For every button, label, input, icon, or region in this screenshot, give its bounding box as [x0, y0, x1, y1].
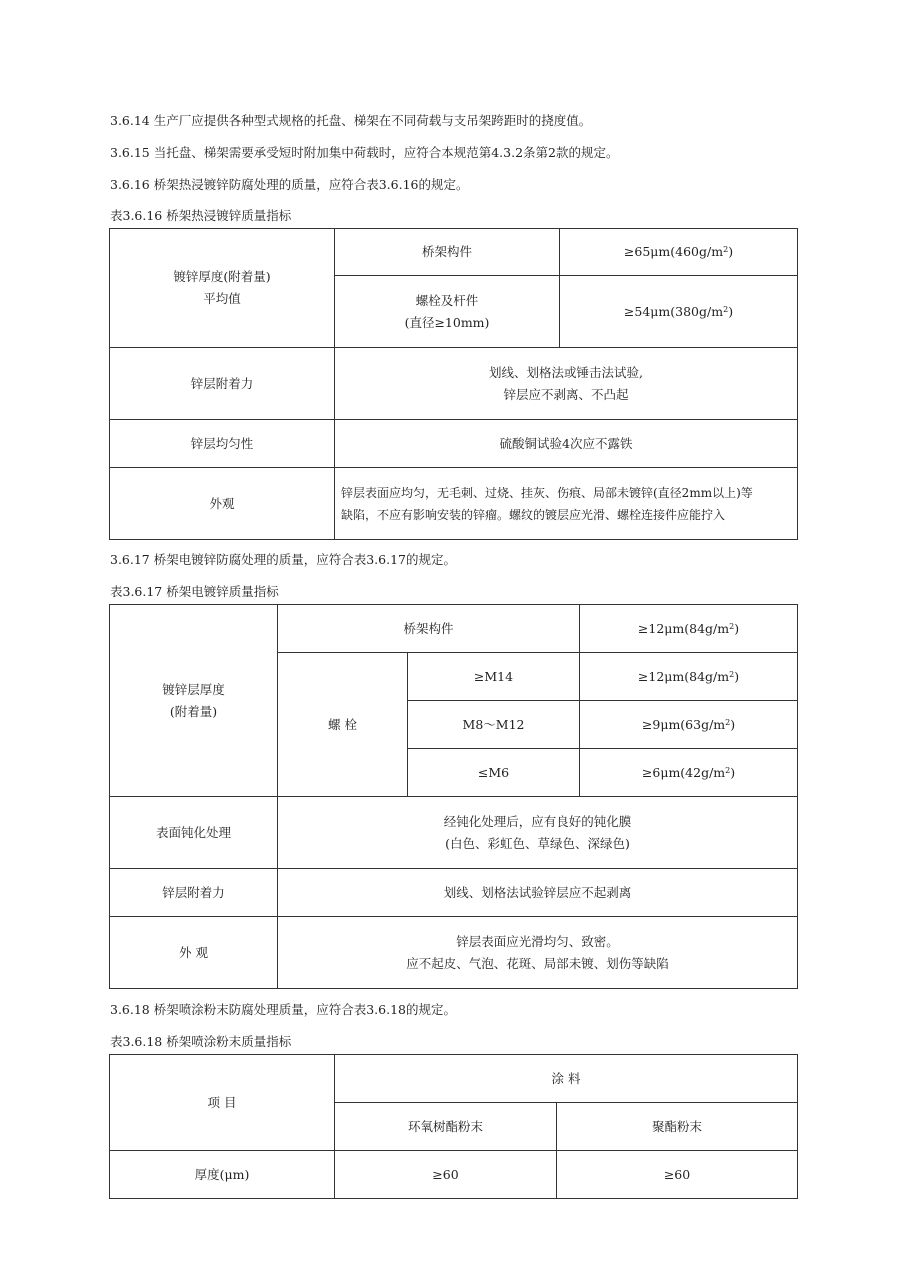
epoxy-thickness-value: ≥60 [335, 1151, 557, 1199]
item-label: 项 目 [110, 1055, 335, 1151]
table-3-6-16 [109, 228, 798, 540]
bolt-spec-m6: ≤M6 [408, 749, 580, 797]
adhesion-label: 锌层附着力 [110, 348, 335, 420]
appearance-value: 锌层表面应均匀，无毛刺、过烧、挂灰、伤痕、局部未镀锌(直径2mm以上)等 缺陷，不应有影响安装的锌瘤。螺纹的镀层应光滑、螺栓连接件应能拧入 [335, 468, 798, 540]
clause-3-6-16: 3.6.16 桥架热浸镀锌防腐处理的质量，应符合表3.6.16的规定。 [110, 177, 469, 192]
tray-component-value: $\ge 65\mu m(460g/m^2)$ [560, 229, 798, 276]
appearance-label: 外观 [110, 468, 335, 540]
uniformity-value: 硫酸铜试验4次应不露铁 [335, 420, 798, 468]
polyester-powder-label: 聚酯粉末 [557, 1103, 798, 1151]
clause-3-6-17: 3.6.17 桥架电镀锌防腐处理的质量，应符合表3.6.17的规定。 [110, 552, 456, 567]
coating-label: 涂 料 [335, 1055, 798, 1103]
clause-3-6-18: 3.6.18 桥架喷涂粉末防腐处理质量，应符合表3.6.18的规定。 [110, 1002, 456, 1017]
bolt-rod-value: $\ge 54\mu m(380g/m^2)$ [560, 276, 798, 348]
bolt-spec-m8-m12: M8～M12 [408, 701, 580, 749]
table-3-6-18 [109, 1054, 798, 1199]
clause-3-6-15: 3.6.15 当托盘、梯架需要承受短时附加集中荷载时，应符合本规范第4.3.2条第2款的规定。 [110, 145, 619, 160]
tray-component-value: $\ge 12\mu m(84g/m^2)$ [580, 605, 798, 653]
zinc-thickness-label: 镀锌厚度(附着量) 平均值 [110, 229, 335, 348]
table-3-6-16-caption: 表3.6.16 桥架热浸镀锌质量指标 [110, 208, 292, 223]
bolt-label: 螺 栓 [278, 653, 408, 797]
polyester-thickness-value: ≥60 [557, 1151, 798, 1199]
passivation-label: 表面钝化处理 [110, 797, 278, 869]
table-3-6-17 [109, 604, 798, 989]
appearance-value: 锌层表面应光滑均匀、致密。 应不起皮、气泡、花斑、局部未镀、划伤等缺陷 [278, 917, 798, 989]
bolt-spec-m14: ≥M14 [408, 653, 580, 701]
clause-3-6-14: 3.6.14 生产厂应提供各种型式规格的托盘、梯架在不同荷载与支吊架跨距时的挠度值。 [110, 113, 592, 128]
adhesion-label: 锌层附着力 [110, 869, 278, 917]
bolt-value-m8-m12: $\ge 9\mu m(63g/m^2)$ [580, 701, 798, 749]
zinc-layer-thickness-label: 镀锌层厚度 (附着量) [110, 605, 278, 797]
uniformity-label: 锌层均匀性 [110, 420, 335, 468]
bolt-value-m6: $\ge 6\mu m(42g/m^2)$ [580, 749, 798, 797]
passivation-value: 经钝化处理后，应有良好的钝化膜 (白色、彩虹色、草绿色、深绿色) [278, 797, 798, 869]
adhesion-value: 划线、划格法或锤击法试验, 锌层应不剥离、不凸起 [335, 348, 798, 420]
tray-component-label: 桥架构件 [278, 605, 580, 653]
adhesion-value: 划线、划格法试验锌层应不起剥离 [278, 869, 798, 917]
table-3-6-18-caption: 表3.6.18 桥架喷涂粉末质量指标 [110, 1034, 292, 1049]
bolt-rod-label: 螺栓及杆件 (直径≥10mm) [335, 276, 560, 348]
table-3-6-17-caption: 表3.6.17 桥架电镀锌质量指标 [110, 584, 279, 599]
appearance-label: 外 观 [110, 917, 278, 989]
epoxy-powder-label: 环氧树酯粉末 [335, 1103, 557, 1151]
bolt-value-m14: $\ge 12\mu m(84g/m^2)$ [580, 653, 798, 701]
tray-component-label: 桥架构件 [335, 229, 560, 276]
thickness-label: 厚度(μm) [110, 1151, 335, 1199]
